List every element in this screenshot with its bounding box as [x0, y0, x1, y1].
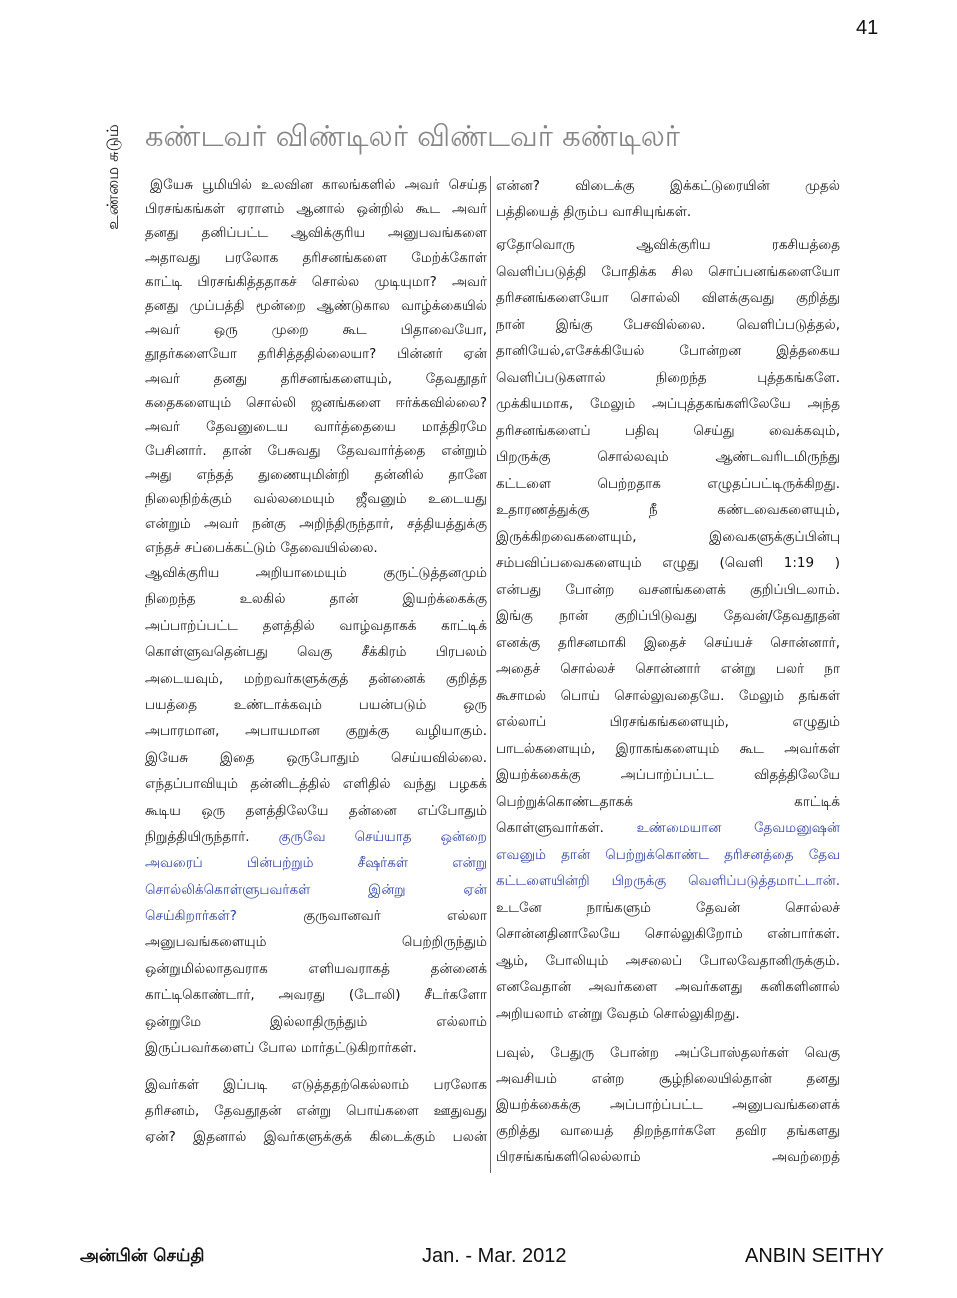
text-line: இவர்கள் இப்படி எடுத்ததற்கெல்லாம் பரலோக	[145, 1077, 487, 1093]
text-line	[145, 850, 487, 876]
text-line: அவசியம் என்ற சூழ்நிலையில்தான் தனது	[496, 1071, 840, 1087]
text-line: பிறருக்கு சொல்லவும் ஆண்டவரிடமிருந்து	[496, 449, 840, 465]
text-line: அபாரமான, அபாயமான குறுக்கு வழியாகும்.	[145, 723, 487, 740]
highlighted-text: கட்டளையின்றி பிறருக்கு வெளிப்படுத்தமாட்டான்.	[496, 873, 840, 889]
text-line: தனது தனிப்பட்ட ஆவிக்குரிய அனுபவங்களை	[145, 225, 487, 242]
text-line: அவர் ஒரு முறை கூட பிதாவையோ,	[145, 322, 487, 339]
paragraph	[145, 173, 487, 560]
text-line: அதைச் சொல்லச் சொன்னார் என்று பலர் நா	[496, 661, 840, 677]
text-line: இருப்பவர்களைப் போல மார்தட்டுகிறார்கள்.	[145, 1040, 417, 1057]
section-label: உண்மை சுடும்	[103, 124, 122, 230]
text-line: அது எந்தத் துணையுமின்றி தன்னில் தானே	[145, 467, 487, 484]
text-line: கொள்ளுவதென்பது வெகு சீக்கிரம் பிரபலம்	[145, 644, 487, 661]
text-line: எல்லாப் பிரசங்கங்களையும், எழுதும்	[496, 714, 840, 730]
text-line: பவுல், பேதுரு போன்ற அப்போஸ்தலர்கள் வெகு	[496, 1045, 840, 1061]
text-line: ஏன்? இதனால் இவர்களுக்குக் கிடைக்கும் பலன்	[145, 1129, 487, 1145]
text-line: பெற்றுக்கொண்டதாகக் காட்டிக்	[496, 793, 840, 810]
text-line: காட்டிகொண்டார், அவரது (டோலி) சீடர்களோ	[145, 987, 487, 1004]
page-number: 41	[856, 17, 879, 39]
text-line: தரிசனங்களைப் பதிவு செய்து வைக்கவும்,	[496, 422, 840, 439]
left-column	[145, 0, 487, 1200]
text-line: வெளிப்படுத்தி போதிக்க சில சொப்பனங்களையோ	[496, 263, 840, 280]
text-line: ஆம், போலியும் அசலைப் போலவேதானிருக்கும்.	[496, 952, 840, 969]
highlighted-text: செய்கிறார்கள்?	[145, 908, 304, 925]
text-line: அனுபவங்களையும் பெற்றிருந்தும்	[145, 934, 487, 951]
paragraph	[496, 1040, 840, 1170]
text-line	[145, 824, 487, 850]
footer-publication-tamil: அன்பின் செய்தி	[80, 1246, 205, 1266]
footer-publication-english: ANBIN SEITHY	[745, 1245, 884, 1267]
text-line: அதாவது பரலோக தரிசனங்களை மேற்க்கோள்	[145, 249, 487, 266]
text-line: தரிசனங்களையோ சொல்லி விளக்குவது குறித்து	[496, 290, 840, 306]
text-line	[145, 903, 487, 929]
paragraph	[145, 560, 487, 1061]
article-title: கண்டவர் விண்டிலர் விண்டவர் கண்டிலர்	[145, 119, 680, 153]
text-line: இயற்க்கைக்கு அப்பாற்ப்பட்ட விதத்திலேயே	[496, 767, 840, 783]
text-line: அடையவும், மற்றவர்களுக்குத் தன்னைக் குறித்த	[145, 670, 487, 687]
text-line: எந்தப்பாவியும் தன்னிடத்தில் எளிதில் வந்து பழகக்	[145, 776, 487, 793]
text-line: என்ன? விடைக்கு இக்கட்டுரையின் முதல்	[496, 178, 840, 194]
text-line: இயேசு இதை ஒருபோதும் செய்யவில்லை.	[145, 749, 487, 766]
text-line: கதைகளையும் சொல்லி ஜனங்களை ஈர்க்கவில்லை?	[145, 394, 487, 411]
text-line: பயத்தை உண்டாக்கவும் பயன்படும் ஒரு	[145, 696, 487, 713]
text-line: குறித்து வாயைத் திறந்தார்களே தவிர தங்களது	[496, 1123, 840, 1139]
body-text: நிறுத்தியிருந்தார்.	[145, 828, 279, 845]
text-line: நிலைநிற்க்கும் வல்லமையும் ஜீவனும் உடையது	[145, 491, 487, 508]
text-line: தூதர்களையோ தரிசித்ததில்லையா? பின்னர் ஏன்	[145, 346, 487, 363]
text-line: பிரசங்கங்களிலெல்லாம் அவற்றைத்	[496, 1149, 840, 1165]
text-line: பாடல்களையும், இராகங்களையும் கூட அவர்கள்	[496, 740, 840, 757]
text-line: அவர் தனது தரிசனங்களையும், தேவதூதர்	[145, 370, 487, 387]
text-line: என்றும் அவர் நன்கு அறிந்திருந்தார், சத்தியத்துக்கு	[145, 515, 487, 532]
text-line: பேசினார். தான் பேசுவது தேவவார்த்தை என்றும்	[145, 443, 487, 460]
text-line: இயேசு பூமியில் உலவின காலங்களில் அவர் செய்த	[150, 177, 487, 193]
text-line: எனக்கு தரிசனமாகி இதைச் செய்யச் சொன்னார்,	[496, 634, 840, 651]
text-line: பிரசங்கங்கள் ஏராளம் ஆனால் ஒன்றில் கூட அவர்	[145, 201, 487, 218]
paragraph	[496, 173, 840, 225]
text-line: ஏதோவொரு ஆவிக்குரிய ரகசியத்தை	[496, 237, 840, 253]
column-divider	[490, 176, 491, 1173]
text-line: அறியலாம் என்று வேதம் சொல்லுகிறது.	[496, 1005, 740, 1022]
highlighted-text: எவனும் தான் பெற்றுக்கொண்ட தரிசனத்தை தேவ	[496, 846, 840, 863]
highlighted-text: உண்மையான தேவமனுஷன்	[636, 820, 840, 836]
text-line	[496, 868, 840, 895]
text-line: கட்டளை பெற்றதாக எழுதப்பட்டிருக்கிறது.	[496, 475, 840, 492]
text-line	[496, 815, 840, 842]
text-line: வெளிப்படுகளால் நிறைந்த புத்தகங்களே.	[496, 369, 840, 386]
text-line: முக்கியமாக, மேலும் அப்புத்தகங்களிலேயே அந்த	[496, 396, 840, 412]
text-line: அவர் தேவனுடைய வார்த்தையை மாத்திரமே	[145, 418, 487, 435]
body-text: கொள்ளுவார்கள்.	[496, 820, 637, 836]
text-line: எந்தச் சப்பைக்கட்டும் தேவையில்லை.	[145, 539, 378, 556]
text-line: இருக்கிறவைகளையும், இவைகளுக்குப்பின்பு	[496, 528, 840, 545]
text-line: என்பது போன்ற வசனங்களைக் குறிப்பிடலாம்.	[496, 581, 840, 598]
paragraph	[496, 232, 840, 1027]
text-line: கூடிய ஒரு தளத்திலேயே தன்னை எப்போதும்	[145, 802, 487, 819]
text-line: கூசாமல் பொய் சொல்லுவதையே. மேலும் தங்கள்	[496, 687, 840, 704]
text-line: ஒன்றுமில்லாதவராக எளியவராகத் தன்னைக்	[145, 960, 487, 977]
highlighted-text: அவரைப் பின்பற்றும் சீஷர்கள் என்று	[145, 855, 487, 872]
text-line: சொன்னதினாலேயே சொல்லுகிறோம் என்பார்கள்.	[496, 926, 840, 942]
paragraph	[145, 1072, 487, 1150]
text-line: நான் இங்கு பேசவில்லை. வெளிப்படுத்தல்,	[496, 316, 840, 333]
text-line: ஒன்றுமே இல்லாதிருந்தும் எல்லாம்	[145, 1013, 487, 1030]
text-line	[496, 842, 840, 869]
text-line: நிறைந்த உலகில் தான் இயற்க்கைக்கு	[145, 591, 487, 608]
right-column	[496, 0, 840, 1200]
text-line: சம்பவிப்பவைகளையும் எழுது (வெளி 1:19 )	[496, 555, 840, 571]
text-line: உதாரணத்துக்கு நீ கண்டவைகளையும்,	[496, 502, 840, 518]
text-line: இங்கு நான் குறிப்பிடுவது தேவன்/தேவதூதன்	[496, 608, 840, 624]
text-line: தானியேல்,எசேக்கியேல் போன்றன இத்தகைய	[496, 343, 840, 359]
text-line: பத்தியைத் திரும்ப வாசியுங்கள்.	[496, 204, 692, 220]
highlighted-text: குருவே செய்யாத ஒன்றை	[278, 828, 487, 845]
text-line: இயற்க்கைக்கு அப்பாற்ப்பட்ட அனுபவங்களைக்	[496, 1097, 840, 1113]
text-line: ஆவிக்குரிய அறியாமையும் குருட்டுத்தனமும்	[145, 565, 487, 581]
text-line	[145, 877, 487, 903]
text-line: எனவேதான் அவர்களை அவர்களது கனிகளினால்	[496, 979, 840, 995]
text-line: தரிசனம், தேவதூதன் என்று பொய்களை ஊதுவது	[145, 1103, 487, 1119]
text-line: காட்டி பிரசங்கித்ததாகச் சொல்ல முடியுமா? அவர்	[145, 273, 487, 290]
text-line: தனது முப்பத்தி மூன்றை ஆண்டுகால வாழ்க்கையில்	[145, 297, 487, 314]
text-line: அப்பாற்ப்பட்ட தளத்தில் வாழ்வதாகக் காட்டிக்	[145, 617, 487, 634]
footer-issue-date: Jan. - Mar. 2012	[422, 1245, 567, 1267]
body-text: குருவானவர் எல்லா	[303, 908, 487, 925]
text-line: உடனே நாங்களும் தேவன் சொல்லச்	[496, 899, 840, 916]
highlighted-text: சொல்லிக்கொள்ளுபவர்கள் இன்று ஏன்	[145, 881, 487, 898]
